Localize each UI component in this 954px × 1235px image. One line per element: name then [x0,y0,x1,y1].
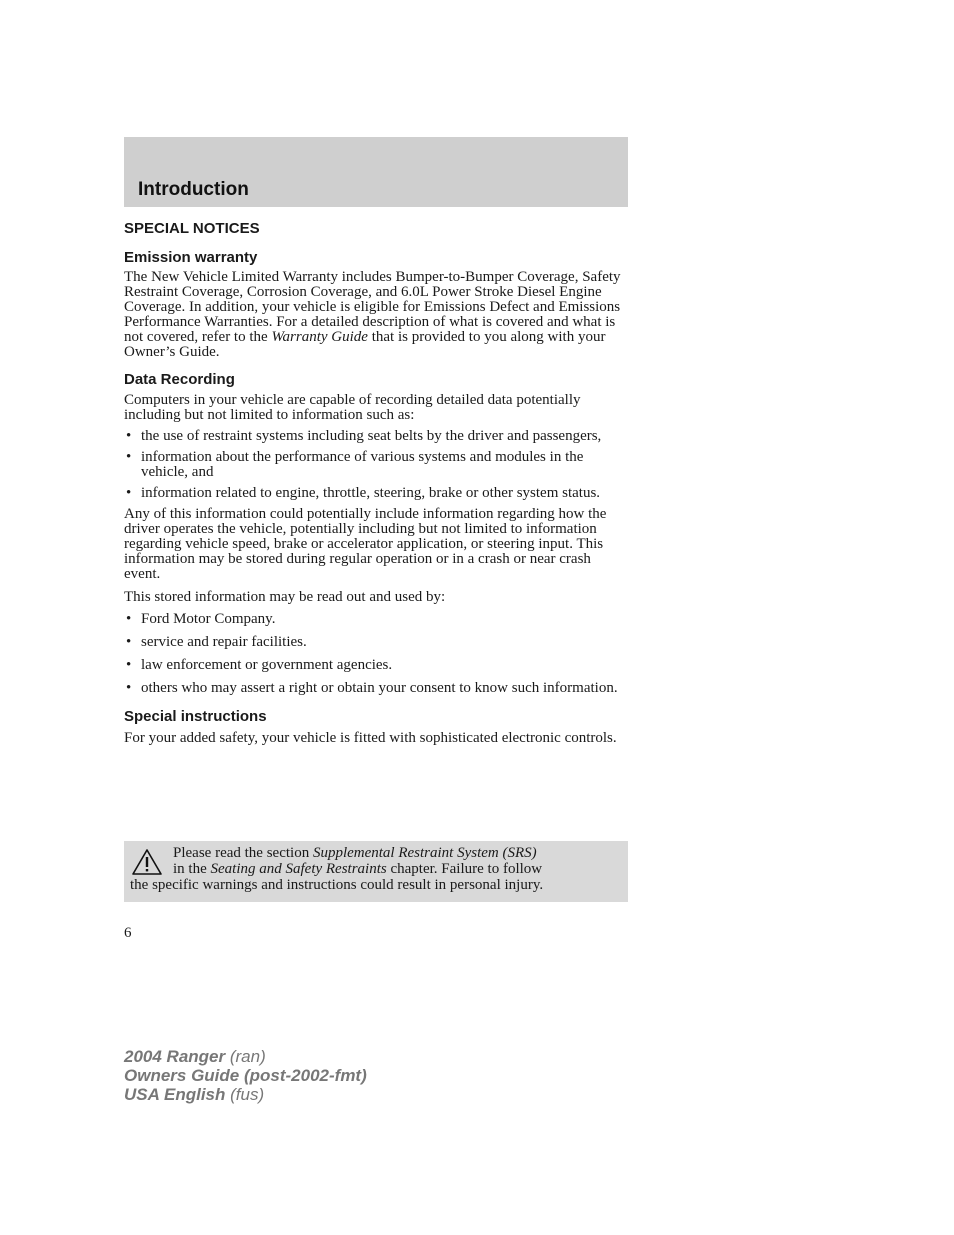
warning-line-2: in the Seating and Safety Restraints chapter. Failure to follow [173,861,543,877]
footer-line-2: Owners Guide (post-2002-fmt) [124,1066,367,1085]
warranty-guide-title: Warranty Guide [271,329,368,345]
special-notices-heading: SPECIAL NOTICES [124,220,260,237]
special-instructions-heading: Special instructions [124,708,267,725]
warning-line-3: the specific warnings and instructions could result in personal injury. [130,877,544,893]
list-item: • the use of restraint systems including seat belts by the driver and passengers, [126,428,602,444]
footer-line-3: USA English (fus) [124,1085,265,1104]
list-item: • others who may assert a right or obtain your consent to know such information. [126,680,618,696]
list-item: • information about the performance of various systems and modules in the vehicle, and [126,449,584,480]
list-item: • service and repair facilities. [126,634,307,650]
emission-text-start: The New Vehicle Limited Warranty includes Bumper-to-Bumper Coverage, Safety Restraint Coverage, Corrosion Coverage, and 6.0L Power Stroke Diesel Engine Coverage. In addition, your vehicle is eligible for Emissions Defect and Emissions Performance Warranties. For a detailed description of what is covered and what is not covered, refer to the [124,269,621,345]
page-number: 6 [124,925,132,941]
page-content [124,220,628,746]
warning-text [130,845,620,893]
warning-line-1: Please read the section Supplemental Restraint System (SRS) [173,845,537,861]
data-recording-intro: Computers in your vehicle are capable of recording detailed data potentially including but not limited to information such as: [124,392,581,423]
special-instructions-text: For your added safety, your vehicle is fitted with sophisticated electronic controls. [124,730,617,746]
footer-line-1: 2004 Ranger (ran) [124,1047,266,1066]
list-item: • law enforcement or government agencies. [126,657,393,673]
section-title: Introduction [138,179,249,200]
warning-box [124,841,628,902]
data-recording-heading: Data Recording [124,371,235,388]
data-recording-paragraph: Any of this information could potentially include information regarding how the driver operates the vehicle, potentially including but not limited to information regarding vehicle speed, brake or accelerator application, or steering input. This information may be stored during regular operation or in a crash or near crash event. [124,506,607,582]
stored-info-intro: This stored information may be read out and used by: [124,589,446,605]
recorded-info-list [124,429,628,501]
users-list [124,612,628,696]
list-item: • Ford Motor Company. [126,611,276,627]
emission-text-end: that is provided to you along with your Owner’s Guide. [124,329,606,360]
section-header [124,137,628,207]
emission-warranty-heading: Emission warranty [124,249,258,266]
emission-warranty-text [124,270,628,360]
document-footer [124,1047,367,1104]
list-item: • information related to engine, throttle, steering, brake or other system status. [126,485,601,501]
